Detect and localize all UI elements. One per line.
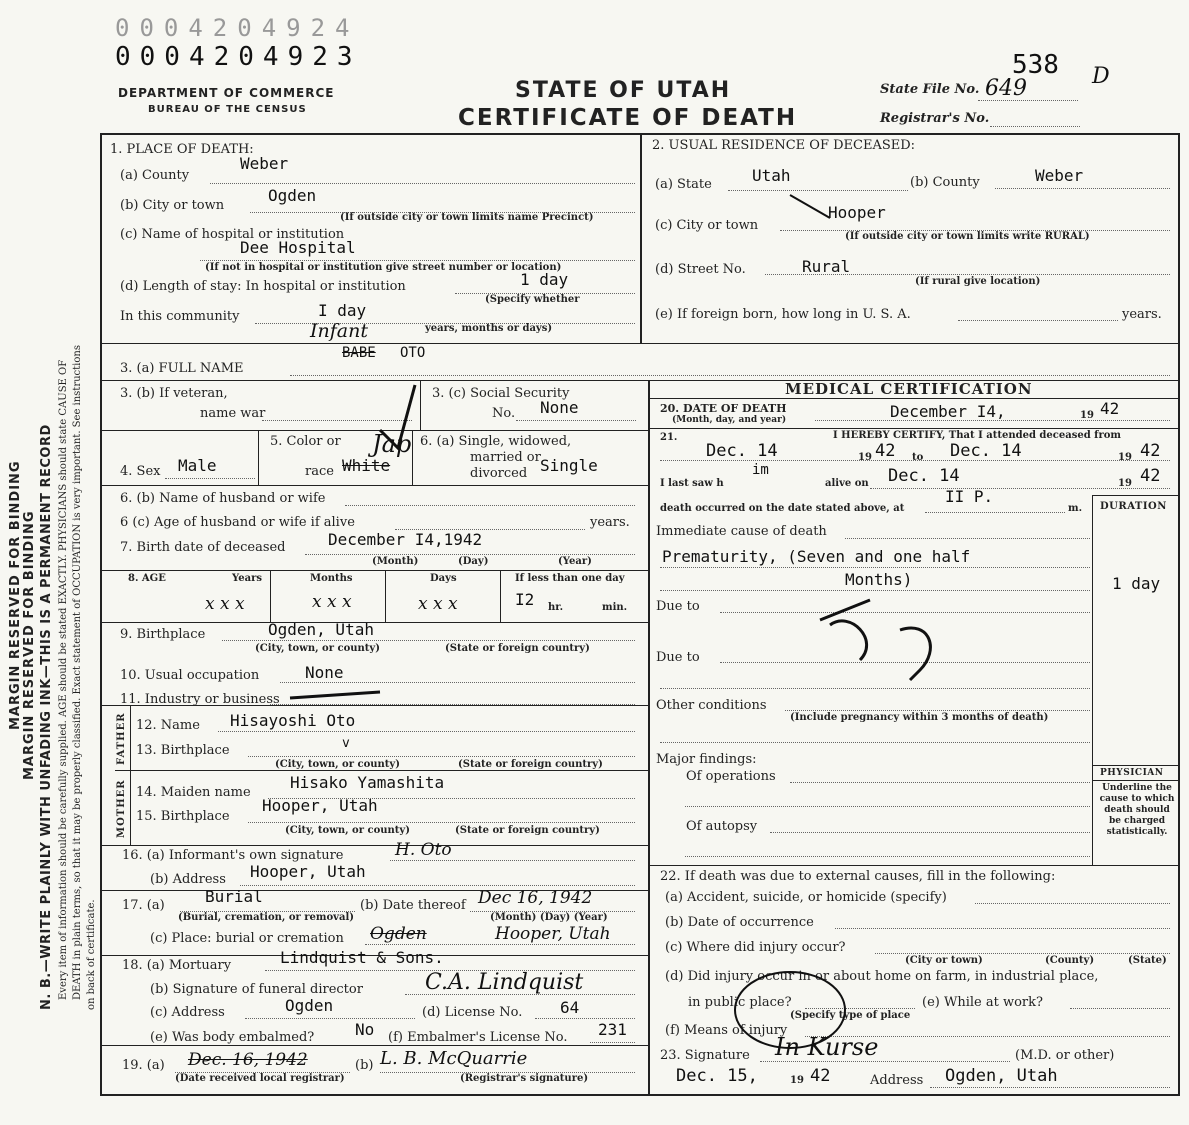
age-days: x x x: [418, 594, 458, 614]
foreign-born-line: [958, 320, 1118, 321]
age-months-label: Months: [310, 573, 353, 584]
community-note: years, months or days): [425, 323, 553, 334]
form-right-border: [1178, 133, 1180, 1095]
birth-date: December I4,1942: [328, 530, 483, 549]
at-work-label: (e) While at work?: [922, 995, 1043, 1010]
age-days-label: Days: [430, 573, 457, 584]
autopsy-line-2: [685, 856, 1090, 857]
duration-top: [1092, 495, 1180, 496]
attend-to-year: 42: [1140, 441, 1161, 461]
mortuary: Lindquist & Sons.: [280, 948, 444, 967]
marital-label-3: divorced: [470, 466, 528, 481]
burial-place: Hooper, Utah: [495, 924, 611, 944]
community-label: In this community: [120, 309, 240, 324]
birthplace-city-note: (City, town, or county): [255, 643, 380, 654]
race-struck: White: [342, 456, 391, 475]
residence-state-label: (a) State: [655, 177, 712, 192]
informant-address-label: (b) Address: [150, 872, 226, 887]
center-divider-bottom: [648, 380, 650, 1095]
residence-state: Utah: [752, 166, 791, 185]
received-note: (Date received local registrar): [175, 1073, 345, 1084]
signature-year: 42: [810, 1066, 831, 1086]
birthplace-label: 9. Birthplace: [120, 627, 206, 642]
cause: Prematurity, (Seven and one half: [662, 547, 971, 566]
center-divider-top: [640, 133, 642, 343]
dod: December I4,: [890, 402, 1006, 421]
sex-value: Male: [178, 456, 217, 475]
father-tag: FATHER: [116, 712, 127, 765]
parents-tag-border: [130, 705, 131, 845]
death-city-note: (If outside city or town limits name Precinct): [340, 212, 594, 223]
medical-heading: MEDICAL CERTIFICATION: [785, 380, 1033, 398]
father-city-note: (City, town, or county): [275, 759, 400, 770]
cause-line-3: [660, 590, 1090, 591]
informant-address: Hooper, Utah: [250, 862, 366, 881]
mother-birthplace: Hooper, Utah: [262, 796, 378, 815]
residence-city: Hooper: [828, 203, 886, 222]
informant-line: [390, 860, 635, 861]
residence-county: Weber: [1035, 166, 1084, 185]
last-saw-handwritten: im: [752, 462, 769, 478]
signature-label: 23. Signature: [660, 1048, 750, 1063]
death-time-line: [925, 512, 1065, 513]
physician-label: PHYSICIAN: [1100, 768, 1164, 778]
age-years-label: Years: [232, 573, 263, 584]
attend-from-year-prefix: 19: [858, 452, 872, 463]
foreign-born-label: (e) If foreign born, how long in U. S. A.: [655, 307, 911, 322]
registrar-b-label: (b): [355, 1058, 374, 1073]
cause-line-2: [660, 567, 1090, 568]
occupation-label: 10. Usual occupation: [120, 668, 260, 683]
hospital-name: Dee Hospital: [240, 238, 356, 257]
hospital-line: [200, 260, 635, 261]
cause-line: [845, 538, 1090, 539]
community-handwritten: Infant: [310, 320, 368, 342]
birthplace-line: [222, 640, 635, 641]
due-to-2-label: Due to: [656, 650, 700, 665]
at-work-line: [1070, 1008, 1170, 1009]
embalmed: No: [355, 1020, 375, 1039]
age-row-top: [100, 570, 648, 571]
dod-year-prefix: 19: [1080, 410, 1094, 421]
public-place-label: in public place?: [688, 995, 792, 1010]
mother-birthplace-line: [248, 822, 635, 823]
margin-binding-1: MARGIN RESERVED FOR BINDING: [8, 460, 23, 730]
age-col-2: [385, 570, 386, 622]
due-to-1-line: [720, 612, 1090, 613]
street-note: (If rural give location): [915, 276, 1041, 287]
race-handwritten: Jap: [372, 430, 412, 458]
industry-label: 11. Industry or business: [120, 692, 280, 707]
other-conditions-label: Other conditions: [656, 698, 767, 713]
duration-label: DURATION: [1100, 501, 1167, 512]
age-min: min.: [602, 602, 628, 613]
age-col-1: [270, 570, 271, 622]
faint-certificate-number: 0004204924: [115, 14, 360, 42]
death-city-label: (b) City or town: [120, 198, 225, 213]
hospital-label: (c) Name of hospital or institution: [120, 227, 345, 242]
residence-county-label: (b) County: [910, 175, 980, 190]
state-title: STATE OF UTAH: [515, 78, 732, 103]
residence-state-line: [728, 190, 908, 191]
attend-from: Dec. 14: [706, 441, 778, 461]
death-county-label: (a) County: [120, 168, 190, 183]
signature-year-prefix: 19: [790, 1075, 804, 1086]
full-name-label: 3. (a) FULL NAME: [120, 361, 244, 376]
attend-from-year: 42: [875, 441, 896, 461]
birthplace-state-note: (State or foreign country): [445, 643, 590, 654]
operations-label: Of operations: [686, 769, 776, 784]
specify-place-note: (Specify type of place: [790, 1010, 911, 1021]
license-label: (d) License No.: [422, 1005, 523, 1020]
sex-label: 4. Sex: [120, 464, 161, 479]
md-label: (M.D. or other): [1015, 1048, 1115, 1063]
birth-date-label: 7. Birth date of deceased: [120, 540, 286, 555]
dod-year: 42: [1100, 399, 1120, 418]
mother-state-note: (State or foreign country): [455, 825, 600, 836]
state-file-stamp: 538: [1012, 50, 1059, 80]
community-value: I day: [318, 301, 367, 320]
burial-date-note: (Month) (Day) (Year): [490, 912, 608, 923]
mother-city-note: (City, town, or county): [285, 825, 410, 836]
form-left-border: [100, 133, 102, 1095]
ss-line: [516, 420, 636, 421]
industry-underline: [290, 692, 380, 698]
mother-name-label: 14. Maiden name: [136, 785, 251, 800]
age-label: 8. AGE: [128, 573, 166, 584]
death-county: Weber: [240, 154, 289, 173]
birth-year-note: (Year): [558, 556, 592, 567]
mortuary-address-line: [245, 1018, 415, 1019]
home-label: (d) Did injury occur in or about home on farm, in industrial place,: [665, 969, 1099, 984]
last-saw-year-prefix: 19: [1118, 478, 1132, 489]
ss-value: None: [540, 398, 579, 417]
informant-rule: [100, 845, 648, 846]
cause-2: Months): [845, 570, 913, 589]
license: 64: [560, 998, 580, 1017]
occupation-line: [280, 682, 635, 683]
birthplace: Ogden, Utah: [268, 620, 374, 639]
due-to-2-line-b: [660, 688, 1090, 689]
margin-binding-2: MARGIN RESERVED FOR BINDING: [22, 510, 37, 780]
father-birthplace-line: [248, 756, 635, 757]
death-county-line: [210, 183, 635, 184]
other-conditions-line: [785, 710, 1090, 711]
burial-note: (Burial, cremation, or removal): [178, 912, 354, 923]
death-time-m: m.: [1068, 503, 1083, 514]
received-label: 19. (a): [122, 1058, 165, 1073]
alive-on-label: alive on: [825, 478, 869, 489]
residence-city-note: (If outside city or town limits write RURAL): [845, 231, 1090, 242]
spouse-age-suffix: years.: [590, 515, 630, 530]
embalmer-line: [590, 1042, 635, 1043]
external-causes-heading: 22. If death was due to external causes, fill in the following:: [660, 869, 1056, 884]
birth-month-note: (Month): [372, 556, 419, 567]
age-years: x x x: [205, 594, 245, 614]
embalmed-label: (e) Was body embalmed?: [150, 1030, 315, 1045]
father-name: Hisayoshi Oto: [230, 711, 356, 730]
veteran-line: [262, 420, 412, 421]
accident-label: (a) Accident, suicide, or homicide (specify): [665, 890, 947, 905]
registrar-signature: L. B. McQuarrie: [380, 1048, 528, 1069]
attend-to-year-prefix: 19: [1118, 452, 1132, 463]
signature-date: Dec. 15,: [676, 1066, 758, 1086]
physician-box-mid: [1092, 780, 1180, 781]
state-file-value: 649: [985, 76, 1027, 101]
veteran-label: 3. (b) If veteran,: [120, 386, 228, 401]
registrar-line: [990, 126, 1080, 127]
informant-address-line: [240, 885, 635, 886]
license-line: [535, 1018, 635, 1019]
father-name-line: [218, 731, 635, 732]
burial-place-line: [365, 944, 635, 945]
certify-text: I HEREBY CERTIFY, That I attended deceased from: [833, 430, 1122, 441]
duration-col-border: [1092, 495, 1093, 865]
director-label: (b) Signature of funeral director: [150, 982, 363, 997]
last-saw: Dec. 14: [888, 466, 960, 486]
physician-signature: In Kurse: [775, 1033, 879, 1061]
dod-rule: [648, 428, 1180, 429]
age-less-label: If less than one day: [515, 573, 625, 584]
signature-line: [760, 1061, 1010, 1062]
marital-label: 6. (a) Single, widowed,: [420, 434, 572, 449]
ss-label-2: No.: [492, 406, 516, 421]
age-col-3: [500, 570, 501, 622]
registrar-note: (Registrar's signature): [460, 1073, 589, 1084]
foreign-born-suffix: years.: [1122, 307, 1162, 322]
mother-birthplace-label: 15. Birthplace: [136, 809, 230, 824]
occupation: None: [305, 663, 344, 682]
where-state-note: (State): [1128, 955, 1167, 966]
residence-county-line: [995, 188, 1170, 189]
section-3-top: [100, 343, 1180, 344]
hooper-checkmark: [790, 195, 830, 218]
occurrence-label: (b) Date of occurrence: [665, 915, 814, 930]
due-to-1-label: Due to: [656, 599, 700, 614]
color-label: 5. Color or: [270, 434, 341, 449]
stay-label: (d) Length of stay: In hospital or institution: [120, 279, 406, 294]
form-bottom-border: [100, 1094, 1180, 1096]
age-hr: hr.: [548, 602, 564, 613]
burial-label: 17. (a): [122, 898, 165, 913]
mortuary-address-label: (c) Address: [150, 1005, 225, 1020]
marital-label-2: married or: [470, 450, 541, 465]
veteran-label-2: name war: [200, 406, 266, 421]
operations-line-2: [685, 806, 1090, 807]
mother-tag: MOTHER: [116, 779, 127, 838]
place-of-death-heading: 1. PLACE OF DEATH:: [110, 142, 254, 157]
margin-instructions-3: on back of certificate.: [86, 899, 97, 1010]
accident-line: [975, 903, 1170, 904]
occurrence-line: [835, 928, 1170, 929]
age-months: x x x: [312, 592, 352, 612]
burial-date: Dec 16, 1942: [478, 888, 593, 908]
spouse-line: [345, 505, 635, 506]
age-hours: I2: [515, 590, 535, 609]
dod-note: (Month, day, and year): [672, 415, 787, 425]
age-row-bottom: [100, 622, 648, 623]
embalmer-label: (f) Embalmer's License No.: [388, 1030, 568, 1045]
full-name-struck: BABE: [342, 345, 376, 361]
department: DEPARTMENT OF COMMERCE: [118, 86, 335, 100]
sex-row-bottom: [100, 485, 648, 486]
father-state-note: (State or foreign country): [458, 759, 603, 770]
bureau: BUREAU OF THE CENSUS: [148, 104, 307, 115]
director-signature: C.A. Lindquist: [425, 970, 584, 995]
margin-ink-notice: N. B.—WRITE PLAINLY WITH UNFADING INK—THIS IS A PERMANENT RECORD: [39, 424, 54, 1010]
informant-signature: H. Oto: [395, 840, 452, 860]
birth-date-line: [305, 554, 635, 555]
veteran-divider: [420, 380, 421, 430]
registrar-number-label: Registrar's No.: [880, 111, 990, 126]
spouse-label: 6. (b) Name of husband or wife: [120, 491, 326, 506]
public-place-line: [805, 1008, 915, 1009]
physician-box-top: [1092, 765, 1180, 766]
father-birthplace: v: [342, 736, 350, 751]
state-file-label: State File No.: [880, 82, 980, 97]
certificate-number: 0004204923: [115, 42, 362, 72]
stay-value: 1 day: [520, 270, 569, 289]
margin-instructions-1: Every item of information should be carefully supplied. AGE should be stated EXACTLY. PHYSICIANS should state CAUSE OF: [58, 359, 69, 1000]
mortuary-address: Ogden: [285, 996, 334, 1015]
last-saw-label: I last saw h: [660, 478, 724, 489]
industry-line: [270, 704, 635, 705]
means-label: (f) Means of injury: [665, 1023, 788, 1038]
spouse-age-label: 6 (c) Age of husband or wife if alive: [120, 515, 355, 530]
signature-address-line: [930, 1087, 1170, 1088]
race-label: race: [305, 464, 334, 479]
other-conditions-note: (Include pregnancy within 3 months of death): [790, 712, 1049, 723]
father-birthplace-label: 13. Birthplace: [136, 743, 230, 758]
death-time-label: death occurred on the date stated above, at: [660, 503, 905, 514]
burial-place-label: (c) Place: burial or cremation: [150, 931, 344, 946]
where-label: (c) Where did injury occur?: [665, 940, 846, 955]
certify-number: 21.: [660, 432, 678, 443]
state-file-suffix: D: [1092, 64, 1110, 89]
autopsy-line: [770, 832, 1090, 833]
attend-to: Dec. 14: [950, 441, 1022, 461]
where-line: [875, 953, 1170, 954]
father-name-label: 12. Name: [136, 718, 200, 733]
full-name: OTO: [400, 345, 426, 361]
burial-value: Burial: [205, 887, 263, 906]
sex-divider: [258, 430, 259, 485]
hospital-note: (If not in hospital or institution give street number or location): [205, 262, 562, 273]
signature-address: Ogden, Utah: [945, 1066, 1058, 1086]
certificate-title: CERTIFICATE OF DEATH: [458, 105, 798, 131]
residence-heading: 2. USUAL RESIDENCE OF DECEASED:: [652, 138, 916, 153]
marital-value: Single: [540, 456, 598, 475]
ss-label: 3. (c) Social Security: [432, 386, 570, 401]
physician-note: Underline the cause to which death should be charged statistically.: [1099, 783, 1175, 837]
death-city: Ogden: [268, 186, 317, 205]
mortuary-label: 18. (a) Mortuary: [122, 958, 232, 973]
mother-name: Hisako Yamashita: [290, 773, 445, 792]
full-name-line: [290, 375, 1170, 376]
dod-label: 20. DATE OF DEATH: [660, 402, 787, 415]
received-date: Dec. 16, 1942: [188, 1050, 308, 1070]
cause-duration: 1 day: [1112, 574, 1161, 593]
external-rule: [648, 865, 1180, 866]
registrar-rule: [100, 1045, 648, 1046]
birth-day-note: (Day): [458, 556, 489, 567]
autopsy-label: Of autopsy: [686, 819, 758, 834]
sex-line: [165, 478, 255, 479]
where-county-note: (County): [1045, 955, 1095, 966]
informant-label: 16. (a) Informant's own signature: [122, 848, 344, 863]
burial-date-label: (b) Date thereof: [360, 898, 466, 913]
burial-place-struck: Ogden: [370, 924, 427, 944]
major-findings-label: Major findings:: [656, 752, 757, 767]
race-divider: [412, 430, 413, 485]
attend-to-prefix: to: [912, 452, 924, 463]
father-mother-rule: [115, 770, 648, 771]
specify-note: (Specify whether: [485, 294, 580, 305]
operations-line: [790, 782, 1090, 783]
street-value: Rural: [802, 257, 851, 276]
due-to-2-line: [720, 662, 1090, 663]
margin-instructions-2: DEATH in plain terms, so that it may be properly classified. Exact statement of OCCUPATION is very important. See instructions: [72, 345, 83, 1000]
cause-label: Immediate cause of death: [656, 524, 827, 539]
embalmer: 231: [598, 1020, 627, 1039]
signature-address-label: Address: [870, 1073, 924, 1088]
street-label: (d) Street No.: [655, 262, 746, 277]
death-time: II P.: [945, 487, 994, 506]
residence-city-label: (c) City or town: [655, 218, 759, 233]
last-saw-year: 42: [1140, 466, 1161, 486]
where-city-note: (City or town): [905, 955, 983, 966]
state-file-line: [978, 100, 1078, 101]
other-conditions-line-2: [660, 742, 1090, 743]
